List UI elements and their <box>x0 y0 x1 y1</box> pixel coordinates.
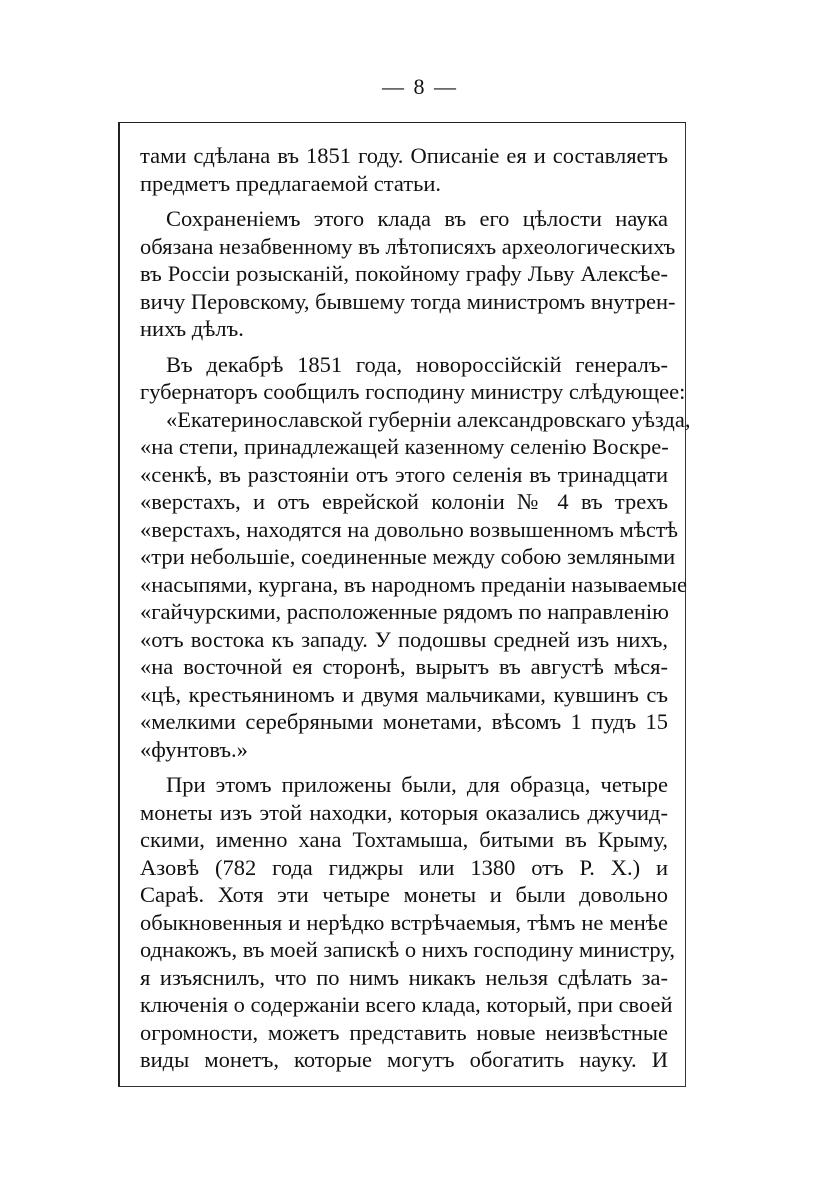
text-line: Сохраненіемъ этого клада въ его цѣлости наука <box>166 206 668 231</box>
text-line: «три небольшіе, соединенные между собою земляными <box>140 544 676 569</box>
text-line: тами сдѣлана въ 1851 году. Описаніе ея и составляетъ <box>140 143 668 168</box>
paragraph <box>140 771 676 1074</box>
text-line: монеты изъ этой находки, которыя оказались джучид- <box>140 799 668 825</box>
text-line: «фунтовъ.» <box>140 736 248 762</box>
text-line: предметъ предлагаемой статьи. <box>140 170 442 196</box>
text-line: Сараѣ. Хотя эти четыре монеты и были довольно <box>140 882 668 907</box>
text-line: скими, именно хана Тохтамыша, битыми въ Крыму, <box>140 827 668 852</box>
text-line: огромности, можетъ представить новые неизвѣстные <box>140 1019 668 1045</box>
text-line: ключенія о содержаніи всего клада, который, при своей <box>140 992 673 1017</box>
text-line: «мелкими серебряными монетами, вѣсомъ 1 пудъ 15 <box>140 709 668 734</box>
text-line: «на восточной ея сторонѣ, вырытъ въ августѣ мѣся- <box>140 654 668 679</box>
text-line: вичу Перовскому, бывшему тогда министромъ внутрен- <box>140 288 676 314</box>
paragraph <box>140 142 668 197</box>
text-line: «гайчурскими, расположенные рядомъ по направленію <box>140 599 669 624</box>
text-line: я изъяснилъ, что по нимъ никакъ нельзя сдѣлать за- <box>140 964 668 990</box>
text-line: «сенкѣ, въ разстояніи отъ этого селенія въ тринадцати <box>140 461 668 487</box>
quotation <box>140 406 691 764</box>
text-line: однакожъ, въ моей запискѣ о нихъ господину министру, <box>140 937 676 962</box>
paragraph <box>140 351 686 406</box>
text-line: При этомъ приложены были, для образца, четыре <box>166 772 668 797</box>
text-line: обыкновенныя и нерѣдко встрѣчаемыя, тѣмъ не менѣе <box>140 909 668 935</box>
text-line: губернаторъ сообщилъ господину министру слѣдующее: <box>140 379 686 404</box>
text-line: въ Россіи розысканій, покойному графу Льву Алексѣе- <box>140 261 668 286</box>
text-line: «верстахъ, и отъ еврейской колоніи № 4 въ трехъ <box>140 489 668 514</box>
text-line: обязана незабвенному въ лѣтописяхъ археологическихъ <box>140 233 676 259</box>
paragraph <box>140 205 676 343</box>
page-body <box>140 142 691 1074</box>
page-number: — 8 — <box>382 74 458 99</box>
text-line: виды монетъ, которые могутъ обогатить науку. И <box>140 1047 668 1072</box>
text-line: Азовѣ (782 года гиджры или 1380 отъ Р. Х.) и <box>140 854 668 880</box>
text-line: «отъ востока къ западу. У подошвы средней изъ нихъ, <box>140 626 668 652</box>
text-line: «насыпями, кургана, въ народномъ преданіи называемые <box>140 571 687 597</box>
text-line: нихъ дѣлъ. <box>140 316 244 341</box>
text-line: Въ декабрѣ 1851 года, новороссійскій генералъ- <box>166 351 668 377</box>
text-line: «Екатеринославской губерніи александровскаго уѣзда, <box>166 406 691 432</box>
text-line: «верстахъ, находятся на довольно возвышенномъ мѣстѣ <box>140 516 678 542</box>
text-line: «цѣ, крестьяниномъ и двумя мальчиками, кувшинъ съ <box>140 681 668 707</box>
text-line: «на степи, принадлежащей казенному селенію Воскре- <box>140 434 669 459</box>
